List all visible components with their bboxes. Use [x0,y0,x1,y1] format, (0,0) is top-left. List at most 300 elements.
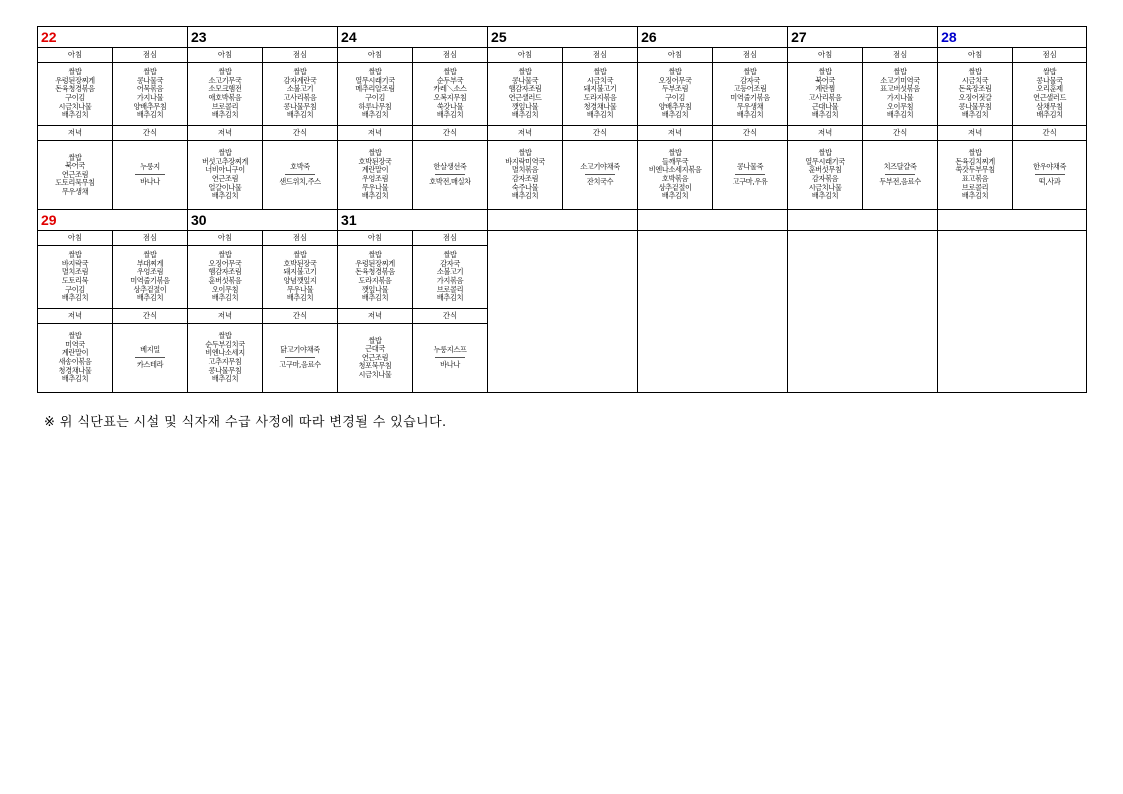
menu-change-notice: ※ 위 식단표는 시설 및 식자재 수급 사정에 따라 변경될 수 있습니다. [44,415,447,430]
menu-item: 미역줄기볶음 [730,93,770,102]
menu-item: 무우나물 [361,182,389,192]
breakfast-label: 아침 [338,231,413,246]
snack-menu [113,324,188,393]
menu-item: 호박된장국 [358,156,392,166]
menu-item: 고사리볶음 [283,93,317,102]
breakfast-menu [788,63,863,126]
date-number: 27 [788,27,938,48]
menu-item: 고추지무침 [208,357,242,366]
menu-item: 양배추무침 [133,101,167,111]
snack-divider [435,174,465,175]
menu-item: 삼채무침 [1036,101,1063,111]
menu-item: 오징어젓갈 [958,93,992,102]
menu-item: 돼지불고기 [583,84,617,94]
dinner-label: 저녁 [38,126,113,141]
snack-item: 치즈달걀죽 [883,162,917,172]
snack-label: 간식 [863,126,938,141]
menu-item: 배추김치 [886,110,914,120]
date-number: 26 [638,27,788,48]
menu-item: 깻잎나물 [511,101,539,111]
menu-item: 시금치나물 [358,369,392,379]
snack-divider [885,174,915,175]
menu-item: 감자계란국 [283,75,317,85]
menu-item: 배추김치 [136,110,164,120]
menu-item: 소고기미역국 [880,75,920,85]
empty-day-cell [788,231,938,393]
menu-item: 돈육김치찌게 [955,156,995,166]
menu-item: 감자볶음 [811,174,839,183]
dinner-label: 저녁 [338,309,413,324]
meal-calendar-table [37,26,1087,393]
menu-item: 브로콜리 [436,284,464,294]
menu-item: 연근샐러드 [1033,93,1067,102]
snack-divider [285,174,315,175]
menu-item: 배추김치 [436,110,464,120]
menu-item: 순두부김치국 [205,339,245,349]
menu-item: 쌀밥 [368,335,382,345]
menu-item: 시금치나물 [58,101,92,111]
menu-item: 상추겉절이 [658,182,692,192]
menu-item: 오리훈제 [1036,84,1063,94]
menu-item: 배추김치 [361,110,389,120]
lunch-label: 점심 [113,48,188,63]
date-number: 28 [938,27,1087,48]
menu-item: 콩나물무침 [208,365,242,375]
menu-item: 쌀밥 [293,250,307,260]
menu-item: 어묵볶음 [136,84,164,94]
breakfast-label: 아침 [938,48,1013,63]
dinner-snack-row [38,141,1087,210]
snack-item: 호박전,매실차 [429,177,471,186]
menu-item: 돈육장조림 [958,84,992,94]
menu-item: 훈버섯무침 [808,165,842,175]
menu-item: 시금치국 [586,75,614,85]
menu-item: 구이김 [365,93,385,102]
breakfast-lunch-row [38,63,1087,126]
menu-item: 쌀밥 [68,250,82,260]
lunch-label: 점심 [563,48,638,63]
lunch-menu [563,63,638,126]
snack-item: 소고기야채죽 [580,162,620,172]
menu-item: 소고기무국 [208,75,242,85]
menu-item: 들깨무국 [661,156,689,166]
menu-item: 순두부국 [436,75,464,85]
menu-item: 배추김치 [961,110,989,120]
snack-item: 고구마,음료수 [279,360,321,369]
snack-item: 카스테라 [136,360,164,369]
snack-item: 바나나 [140,177,160,186]
menu-item: 배추김치 [736,110,764,120]
menu-item: 열무시래기국 [805,156,845,166]
menu-item: 쑥갓나물 [436,101,464,111]
menu-item: 시금치나물 [808,182,842,192]
snack-menu [413,324,488,393]
menu-item: 너비아니구이 [205,165,245,175]
menu-item: 쌀밥 [443,67,457,77]
menu-item: 쌀밥 [668,67,682,77]
menu-item: 배추김치 [211,110,239,120]
date-row [38,210,1087,231]
menu-item: 배추김치 [1036,110,1063,120]
date-number: 30 [188,210,338,231]
menu-item: 배추김치 [286,110,314,120]
menu-item: 쌀밥 [743,67,757,77]
menu-item: 쌀밥 [68,331,82,341]
snack-item: 닭고기야채죽 [280,345,320,355]
menu-item: 쌀밥 [218,67,232,77]
dinner-label: 저녁 [638,126,713,141]
snack-label: 간식 [563,126,638,141]
snack-label: 간식 [413,126,488,141]
menu-item: 메추리알조림 [355,84,395,94]
date-number: 23 [188,27,338,48]
snack-item: 한살생선죽 [433,162,467,172]
date-number: 24 [338,27,488,48]
menu-item: 쌀밥 [368,250,382,260]
menu-item: 시금치국 [961,75,989,85]
breakfast-menu [188,246,263,309]
breakfast-label: 아침 [638,48,713,63]
menu-item: 상추겉절이 [133,284,167,294]
date-number: 25 [488,27,638,48]
date-number: 31 [338,210,488,231]
menu-item: 애호박볶음 [208,93,242,102]
menu-item: 우렁된장찌게 [55,75,95,85]
snack-item: 한우야채죽 [1033,162,1067,172]
menu-item: 쌀밥 [443,250,457,260]
menu-item: 쌀밥 [68,152,82,162]
menu-item: 배추김치 [61,110,89,120]
menu-item: 햄감자조림 [208,267,242,277]
menu-item: 돼지불고기 [283,267,317,277]
menu-item: 멸치조림 [61,267,89,277]
empty-day-cell [638,231,788,393]
lunch-label: 점심 [713,48,788,63]
snack-divider [285,357,315,358]
menu-item: 미역국 [65,339,85,349]
menu-item: 오이무침 [211,284,239,294]
dinner-menu [938,141,1013,210]
snack-label: 간식 [113,309,188,324]
snack-menu [413,141,488,210]
menu-item: 쌀밥 [818,148,832,158]
menu-item: 브로콜리 [961,182,989,192]
dinner-label: 저녁 [188,126,263,141]
menu-item: 쌀밥 [518,67,532,77]
menu-item: 가지나물 [886,93,914,102]
empty-day-cell [488,231,638,393]
menu-item: 무우나물 [286,284,314,294]
menu-item: 콩나물무침 [283,101,317,111]
snack-divider [135,174,165,175]
menu-item: 콩나물국 [511,75,539,85]
snack-label: 간식 [263,126,338,141]
menu-item: 쑥갓두부무침 [955,165,995,175]
menu-item: 연근조림 [361,352,389,362]
snack-item: 호박죽 [290,162,310,172]
lunch-menu [413,63,488,126]
snack-item: 두부전,음료수 [879,177,921,186]
date-row [38,27,1087,48]
menu-item: 계란말이 [61,348,89,358]
menu-item: 미역줄기볶음 [130,276,170,285]
snack-label: 간식 [1013,126,1087,141]
menu-item: 멸치볶음 [511,165,539,175]
menu-item: 쌀밥 [518,148,532,158]
meal-label-row [38,231,1087,246]
dinner-label: 저녁 [788,126,863,141]
snack-item: 바나나 [440,360,460,369]
menu-item: 청경채나물 [583,101,617,111]
menu-item: 얼갈이나물 [208,182,242,192]
menu-item: 청포묵무침 [358,361,392,371]
menu-item: 버섯고추장찌게 [201,156,249,166]
dinner-menu [38,324,113,393]
lunch-menu [263,246,338,309]
menu-item: 연근조림 [211,174,239,183]
snack-menu [1013,141,1087,210]
menu-item: 오징어무국 [658,75,692,85]
menu-item: 우렁된장찌게 [355,258,395,268]
menu-item: 쌀밥 [668,148,682,158]
snack-divider [735,174,765,175]
menu-item: 열무시래기국 [355,75,395,85]
lunch-menu [413,246,488,309]
menu-item: 우엉조림 [361,174,389,183]
snack-item: 베지밀 [140,345,160,355]
dinner-menu [338,324,413,393]
breakfast-menu [188,63,263,126]
snack-divider [1035,174,1065,175]
menu-item: 감자조림 [511,174,539,183]
menu-item: 양념깻잎지 [283,276,317,285]
menu-item: 쌀밥 [368,148,382,158]
date-number: 22 [38,27,188,48]
lunch-label: 점심 [263,231,338,246]
menu-item: 양배추무침 [658,101,692,111]
lunch-label: 점심 [263,48,338,63]
empty-day-header [938,210,1087,231]
menu-item: 배추김치 [661,191,689,201]
empty-day-header [638,210,788,231]
menu-item: 호박볶음 [661,174,689,183]
menu-item: 도라지볶음 [583,93,617,102]
snack-item: 샌드위치,주스 [279,177,321,186]
snack-label: 간식 [263,309,338,324]
menu-item: 쌀밥 [143,250,157,260]
menu-item: 쌀밥 [968,67,982,77]
dinner-menu [788,141,863,210]
menu-item: 소불고기 [286,84,314,94]
snack-menu [563,141,638,210]
breakfast-menu [338,63,413,126]
dinner-menu [638,141,713,210]
menu-item: 배추김치 [286,293,314,303]
dinner-menu [188,141,263,210]
menu-item: 연근조림 [61,169,89,179]
menu-item: 바지락미역국 [505,156,545,166]
snack-label: 간식 [413,309,488,324]
snack-item: 고구마,우유 [732,177,768,186]
menu-item: 돈육청경볶음 [355,267,395,277]
breakfast-menu [938,63,1013,126]
dinner-menu [488,141,563,210]
menu-item: 배추김치 [586,110,614,120]
menu-item: 배추김치 [436,293,464,303]
menu-item: 숙주나물 [511,182,539,192]
snack-item: 콩나물죽 [736,162,764,172]
menu-item: 소불고기 [436,267,464,277]
menu-item: 배추김치 [511,191,539,201]
empty-day-cell [938,231,1087,393]
menu-item: 쌀밥 [818,67,832,77]
breakfast-label: 아침 [788,48,863,63]
menu-item: 비엔나소세지 [205,348,245,358]
menu-item: 배추김치 [136,293,164,303]
menu-item: 콩나물국 [136,75,164,85]
snack-menu [713,141,788,210]
breakfast-label: 아침 [38,231,113,246]
dinner-menu [338,141,413,210]
menu-item: 쌀밥 [218,331,232,341]
lunch-label: 점심 [413,231,488,246]
menu-item: 구이김 [65,93,85,102]
menu-item: 콩나물국 [1036,75,1063,85]
menu-item: 연근샐러드 [508,93,542,102]
menu-item: 북어국 [815,75,835,85]
calendar-body [38,27,1087,393]
menu-item: 콩나물무침 [958,101,992,111]
breakfast-label: 아침 [38,48,113,63]
meal-label-row [38,126,1087,141]
dinner-menu [188,324,263,393]
snack-menu [263,324,338,393]
meal-label-row [38,48,1087,63]
menu-item: 바지락국 [61,258,89,268]
lunch-menu [113,246,188,309]
empty-day-header [488,210,638,231]
menu-item: 오이무침 [886,101,914,111]
lunch-label: 점심 [1013,48,1087,63]
menu-item: 쌀밥 [593,67,607,77]
menu-item: 두부조림 [661,84,689,94]
breakfast-menu [638,63,713,126]
lunch-label: 점심 [863,48,938,63]
breakfast-label: 아침 [488,48,563,63]
menu-item: 가지나물 [136,93,164,102]
menu-item: 배추김치 [661,110,689,120]
menu-item: 쌀밥 [368,67,382,77]
menu-item: 감자국 [440,258,460,268]
snack-menu [113,141,188,210]
dinner-label: 저녁 [38,309,113,324]
menu-item: 비엔나소세지볶음 [648,165,702,175]
menu-item: 쌀밥 [218,250,232,260]
snack-menu [263,141,338,210]
menu-item: 쌀밥 [143,67,157,77]
menu-item: 배추김치 [961,191,989,201]
menu-item: 감자국 [740,75,760,85]
breakfast-label: 아침 [338,48,413,63]
breakfast-menu [38,63,113,126]
menu-item: 배추김치 [61,374,89,384]
snack-item: 누룽지스프 [433,345,467,355]
menu-item: 도라지볶음 [358,276,392,285]
snack-label: 간식 [713,126,788,141]
menu-item: 배추김치 [211,374,239,384]
menu-item: 배추김치 [211,293,239,303]
menu-item: 무우생채 [61,186,89,196]
snack-label: 간식 [113,126,188,141]
menu-item: 구이김 [665,93,685,102]
menu-item: 고등어조림 [733,84,767,94]
empty-day-header [788,210,938,231]
menu-item: 배추김치 [511,110,539,120]
menu-item: 배추김치 [811,110,839,120]
menu-item: 무우생채 [736,101,764,111]
menu-item: 표고볶음 [961,174,989,183]
snack-menu [863,141,938,210]
snack-item: 떡,사과 [1038,177,1061,186]
menu-item: 호박된장국 [283,258,317,268]
menu-item: 북어국 [65,161,85,171]
date-number: 29 [38,210,188,231]
menu-item: 고사리볶음 [808,93,842,102]
menu-item: 돈육청경볶음 [55,84,95,94]
menu-item: 가지볶음 [436,276,464,285]
menu-item: 도토리묵 [61,276,89,285]
menu-item: 쌀밥 [893,67,907,77]
menu-item: 배추김치 [61,293,89,303]
lunch-menu [113,63,188,126]
menu-item: 쌀밥 [1043,67,1057,77]
snack-item: 잔치국수 [586,177,614,186]
menu-item: 오징어무국 [208,258,242,268]
breakfast-menu [38,246,113,309]
menu-item: 구이김 [65,284,85,294]
menu-item: 소모크햄전 [208,84,242,94]
menu-item: 쌀밥 [218,148,232,158]
snack-divider [435,357,465,358]
menu-item: 계란찜 [815,84,835,94]
menu-item: 오복지무침 [433,93,467,102]
lunch-label: 점심 [413,48,488,63]
menu-item: 근대국 [365,344,385,354]
snack-divider [135,357,165,358]
menu-item: 브로콜리 [211,101,239,111]
snack-item: 누룽지 [140,162,160,172]
snack-divider [585,174,615,175]
lunch-menu [713,63,788,126]
breakfast-label: 아침 [188,231,263,246]
menu-item: 쌀밥 [293,67,307,77]
menu-item: 배추김치 [361,293,389,303]
dinner-label: 저녁 [338,126,413,141]
menu-item: 하루나무침 [358,101,392,111]
breakfast-menu [488,63,563,126]
menu-item: 카레＼소스 [433,84,467,94]
menu-item: 쌀밥 [968,148,982,158]
lunch-menu [863,63,938,126]
menu-item: 쌀밥 [68,67,82,77]
dinner-label: 저녁 [188,309,263,324]
breakfast-label: 아침 [188,48,263,63]
menu-item: 청경채나물 [58,365,92,375]
breakfast-menu [338,246,413,309]
menu-item: 배추김치 [211,191,239,201]
menu-item: 깻잎나물 [361,284,389,294]
menu-item: 우엉조림 [136,267,164,277]
